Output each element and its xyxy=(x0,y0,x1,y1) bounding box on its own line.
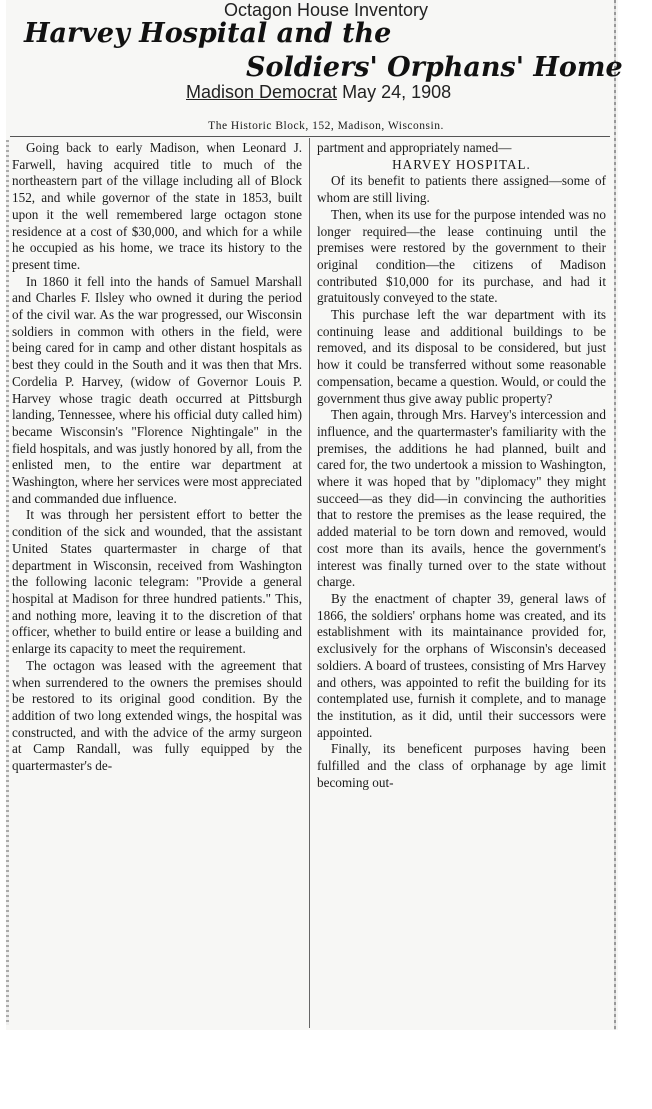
paragraph: Going back to early Madison, when Leonard J. Farwell, having acquired title to much of the northeastern part of the village including all of Block 152, and while governor of the state in 1853, built upon it the well remembered large octagon stone residence at a cost of $30,000, and which for a while he occupied as his home, we trace its history to the present time. xyxy=(12,140,302,272)
paragraph: Of its benefit to patients there assigned—some of whom are still living. xyxy=(317,173,606,206)
header-rule xyxy=(10,136,610,137)
paragraph: In 1860 it fell into the hands of Samuel Marshall and Charles F. Ilsley who owned it during the period of the civil war. As the war progressed, our Wisconsin soldiers in common with others in the field, were being cared for in camp and other distant hospitals as best they could in the South and it was then that Mrs. Cordelia P. Harvey, (widow of Governor Louis P. Harvey whose tragic death occurred at Pittsburgh landing, Tennessee, where his official duty called him) became Wisconsin's "Florence Nightingale" in the field hospitals, and was justly honored by all, from the enlisted men, to the entire war department at Washington, where her services were most appreciated and commanded due influence. xyxy=(12,273,302,506)
inventory-label: Octagon House Inventory xyxy=(223,0,429,20)
clipping-torn-edge-right xyxy=(614,0,616,1030)
paragraph: Finally, its beneficent purposes having been fulfilled and the class of orphanage by age limit becoming out- xyxy=(317,741,606,790)
paragraph: This purchase left the war department with its continuing lease and additional buildings to be removed, and its disposal to be considered, but just how it could be transferred without some reasonable compensation, became a question. Would, or could the government thus give away public property? xyxy=(317,307,606,406)
source-citation xyxy=(186,82,451,103)
paragraph: Then again, through Mrs. Harvey's intercession and influence, and the quartermaster's familiarity with the premises, the additions he had planned, built and cared for, the two undertook a mission to Washington, where it was hoped that by "diplomacy" they might succeed—as they did—in convincing the authorities that to restore the premises as the lease required, the added material to be torn down and removed, would cost more than its avails, hence the government's interest was finally turned over to the state without charge. xyxy=(317,407,606,590)
paragraph-continuation: partment and appropriately named— xyxy=(317,140,512,155)
source-paper: Madison Democrat xyxy=(186,82,338,102)
subheading: HARVEY HOSPITAL. xyxy=(392,156,531,172)
column-divider xyxy=(309,138,310,1028)
article-column-left xyxy=(12,140,302,775)
paragraph: Then, when its use for the purpose intended was no longer required—the lease continuing until the premises were restored by the government to their original condition—the citizens of Madison contributed $10,000 for its purchase, and had it gratuitously conveyed to the state. xyxy=(317,206,606,306)
paragraph: It was through her persistent effort to better the condition of the sick and wounded, that the assistant United States quartermaster in charge of that department in Wisconsin, received from Washington the following laconic telegram: "Provide a general hospital at Madison for three hundred patients." This, and nothing more, leaving it to the discretion of that officer, whether to build entire or lease a building and enlarge its capacity to meet the requirement. xyxy=(12,507,302,657)
headline-line-2: Soldiers' Orphans' Home xyxy=(246,52,623,83)
article-column-right xyxy=(317,140,606,791)
dateline: The Historic Block, 152, Madison, Wisconsin. xyxy=(208,120,444,132)
paragraph: The octagon was leased with the agreement that when surrendered to the owners the premises should be restored to its original good condition. By the addition of two long extended wings, the hospital was constructed, and with the advice of the army surgeon at Camp Randall, was fully equipped by the quartermaster's de- xyxy=(12,657,302,774)
headline-line-1: Harvey Hospital and the xyxy=(24,18,392,49)
clipping-torn-edge-left xyxy=(6,140,9,1025)
paragraph: By the enactment of chapter 39, general laws of 1866, the soldiers' orphans home was created, and its establishment with its maintainance provided for, exclusively for the orphans of Wisconsin's deceased soldiers. A board of trustees, consisting of Mrs Harvey and others, was appointed to refit the building for its contemplated use, furnish it complete, and to manage the institution, as it did, until their successors were appointed. xyxy=(317,590,606,740)
source-date: May 24, 1908 xyxy=(337,82,452,102)
